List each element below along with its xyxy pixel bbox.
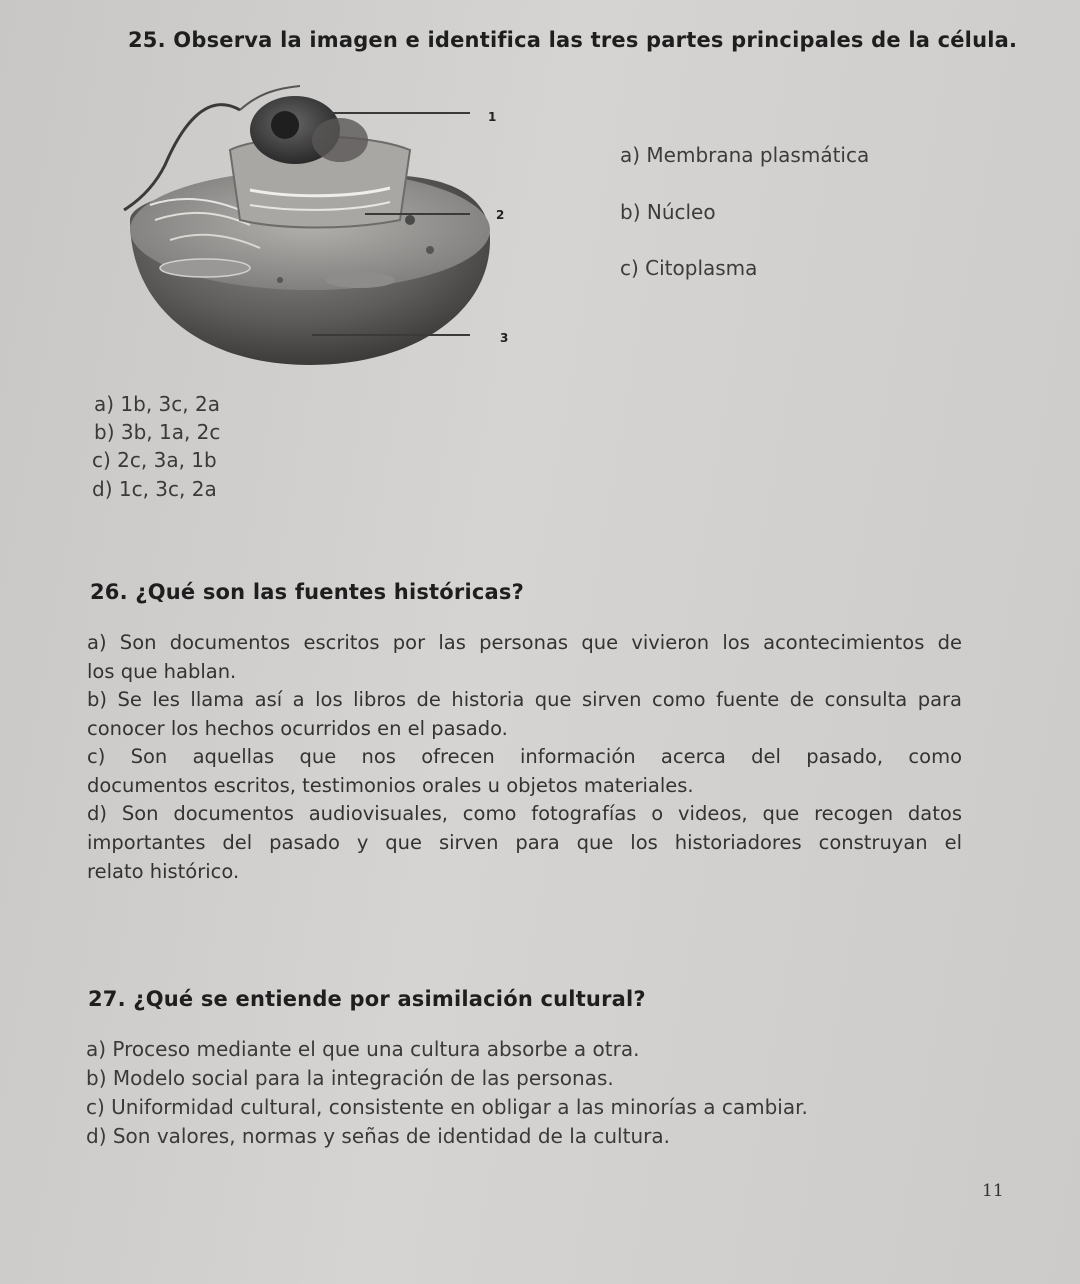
leader-line-3 [312, 334, 470, 336]
q25-option-d[interactable]: d) 1c, 3c, 2a [92, 477, 217, 501]
legend-citoplasma: c) Citoplasma [620, 256, 758, 280]
q26-option-d[interactable] [87, 799, 962, 886]
q26-option-a-line1: a) Son documentos escritos por las personas que vivieron los acontecimientos de [87, 631, 962, 654]
q25-option-a[interactable]: a) 1b, 3c, 2a [94, 392, 220, 416]
q26-option-a-line2: los que hablan. [87, 660, 237, 683]
q25-option-c[interactable]: c) 2c, 3a, 1b [92, 448, 217, 472]
q26-option-d-line3: relato histórico. [87, 860, 240, 883]
q26-option-a[interactable] [87, 628, 962, 686]
q27-option-d[interactable]: d) Son valores, normas y señas de identidad de la cultura. [86, 1124, 670, 1148]
q26-option-c-line2: documentos escritos, testimonios orales u objetos materiales. [87, 774, 694, 797]
q26-option-c[interactable] [87, 742, 962, 800]
label-3: 3 [500, 331, 509, 345]
label-2: 2 [496, 208, 505, 222]
cell-illustration [110, 80, 530, 370]
q26-option-b[interactable] [87, 685, 962, 743]
q25-option-b[interactable]: b) 3b, 1a, 2c [94, 420, 221, 444]
question-26-title: 26. ¿Qué son las fuentes históricas? [90, 580, 524, 604]
q26-option-d-line1: d) Son documentos audiovisuales, como fotografías o videos, que recogen datos [87, 802, 962, 825]
legend-nucleo: b) Núcleo [620, 200, 716, 224]
question-27-title: 27. ¿Qué se entiende por asimilación cultural? [88, 987, 646, 1011]
q27-option-a[interactable]: a) Proceso mediante el que una cultura absorbe a otra. [86, 1037, 640, 1061]
q26-option-c-line1: c) Son aquellas que nos ofrecen información acerca del pasado, como [87, 745, 962, 768]
q26-option-b-line1: b) Se les llama así a los libros de historia que sirven como fuente de consulta para [87, 688, 962, 711]
leader-line-2 [365, 213, 470, 215]
question-25-title: 25. Observa la imagen e identifica las tres partes principales de la célula. [128, 28, 1018, 52]
legend-membrana: a) Membrana plasmática [620, 143, 870, 167]
q27-option-b[interactable]: b) Modelo social para la integración de las personas. [86, 1066, 614, 1090]
leader-line-1 [325, 112, 470, 114]
q26-option-b-line2: conocer los hechos ocurridos en el pasado. [87, 717, 508, 740]
q27-option-c[interactable]: c) Uniformidad cultural, consistente en obligar a las minorías a cambiar. [86, 1095, 808, 1119]
label-1: 1 [488, 110, 497, 124]
page-number: 11 [982, 1181, 1004, 1201]
q26-option-d-line2: importantes del pasado y que sirven para que los historiadores construyan el [87, 831, 962, 854]
